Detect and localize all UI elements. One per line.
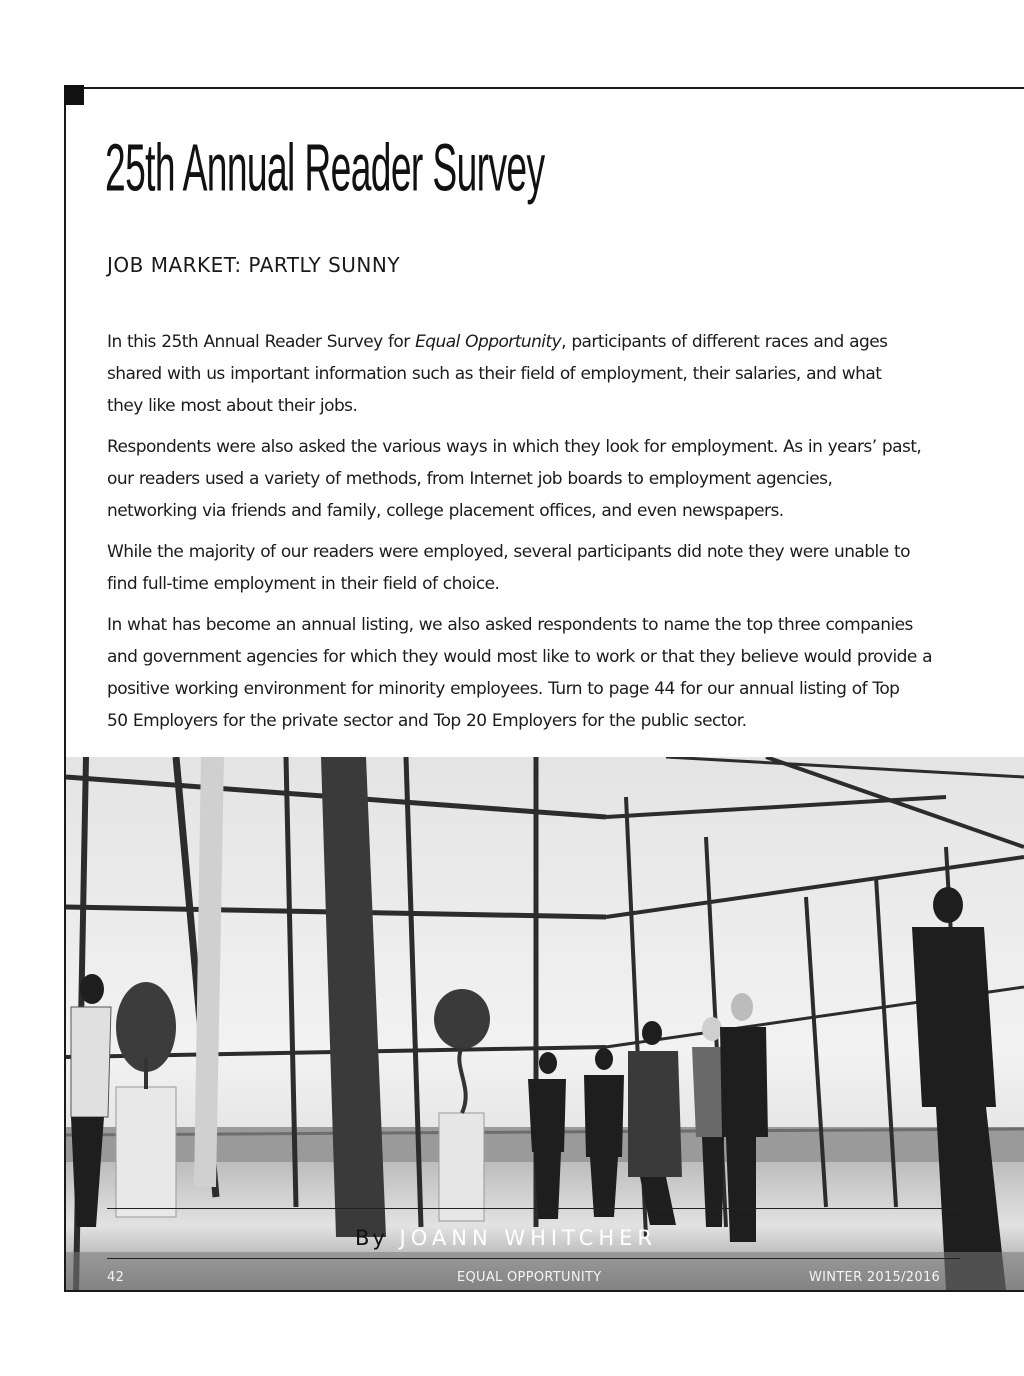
body-line: and government agencies for which they would most like to work or that they believe would provide a bbox=[107, 647, 933, 667]
body-paragraph bbox=[107, 326, 977, 422]
office-lobby-photo bbox=[66, 757, 1024, 1290]
corner-marker bbox=[64, 85, 84, 105]
body-line: shared with us important information such as their field of employment, their salaries, and what bbox=[107, 364, 882, 384]
body-line: 50 Employers for the private sector and Top 20 Employers for the public sector. bbox=[107, 711, 747, 731]
body-line: Respondents were also asked the various ways in which they look for employment. As in years’ past, bbox=[107, 437, 922, 457]
byline-top-rule bbox=[107, 1208, 960, 1209]
body-line: find full-time employment in their field of choice. bbox=[107, 574, 500, 594]
body-text: In this 25th Annual Reader Survey for bbox=[107, 332, 416, 352]
page-number: 42 bbox=[107, 1270, 125, 1285]
byline-author: JOANN WHITCHER bbox=[399, 1226, 658, 1250]
article-title: 25th Annual Reader Survey bbox=[105, 129, 545, 205]
byline bbox=[355, 1226, 657, 1250]
body-text: , participants of different races and ages bbox=[561, 332, 888, 352]
body-line: they like most about their jobs. bbox=[107, 396, 358, 416]
publication-title: Equal Opportunity bbox=[415, 332, 562, 352]
body-paragraph bbox=[107, 431, 977, 527]
article-body bbox=[107, 326, 977, 746]
publication-name: EQUAL OPPORTUNITY bbox=[457, 1270, 602, 1285]
byline-by: By bbox=[355, 1226, 388, 1250]
body-paragraph bbox=[107, 536, 977, 600]
body-line: networking via friends and family, college placement offices, and even newspapers. bbox=[107, 501, 784, 521]
body-line: In what has become an annual listing, we also asked respondents to name the top three companies bbox=[107, 615, 913, 635]
body-line bbox=[107, 332, 887, 352]
body-line: positive working environment for minority employees. Turn to page 44 for our annual listing of Top bbox=[107, 679, 900, 699]
body-line: our readers used a variety of methods, from Internet job boards to employment agencies, bbox=[107, 469, 833, 489]
article-subtitle: JOB MARKET: PARTLY SUNNY bbox=[107, 253, 401, 277]
issue-date: WINTER 2015/2016 bbox=[809, 1270, 941, 1285]
body-line: While the majority of our readers were employed, several participants did note they were unable to bbox=[107, 542, 910, 562]
body-paragraph bbox=[107, 609, 977, 737]
byline-bottom-rule bbox=[107, 1258, 960, 1259]
